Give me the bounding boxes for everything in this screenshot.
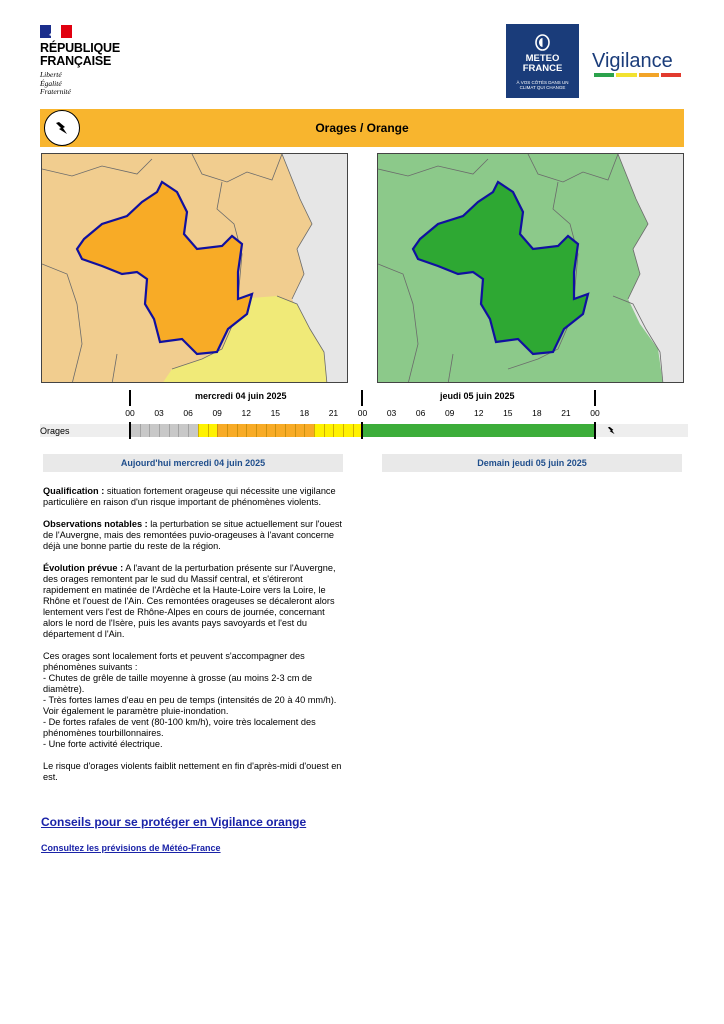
timeline-segment-yellow bbox=[314, 424, 362, 437]
timeline-hour-label: 00 bbox=[590, 408, 600, 418]
timeline-bar-end-edge bbox=[594, 422, 596, 439]
timeline-hour-label: 15 bbox=[270, 408, 281, 418]
mf-name-line1: METEO bbox=[525, 53, 560, 64]
timeline-bar-start-edge bbox=[129, 422, 131, 439]
advice-link[interactable]: Conseils pour se protéger en Vigilance orange bbox=[41, 815, 307, 829]
meteo-france-name bbox=[506, 54, 579, 74]
timeline-hour-tick bbox=[246, 424, 247, 437]
vigilance-color-bar bbox=[594, 73, 681, 77]
timeline-hour-tick bbox=[159, 424, 160, 437]
timeline-hour-tick bbox=[333, 424, 334, 437]
timeline-hour-label: 15 bbox=[503, 408, 513, 418]
timeline-hour-label: 03 bbox=[386, 408, 397, 418]
qualification-paragraph bbox=[43, 486, 345, 508]
observations-label: Observations notables : bbox=[43, 519, 148, 529]
timeline-hour-tick bbox=[295, 424, 296, 437]
day-head-today[interactable]: Aujourd'hui mercredi 04 juin 2025 bbox=[43, 454, 343, 472]
timeline-hour-label: 03 bbox=[154, 408, 164, 418]
timeline-hour-tick bbox=[149, 424, 150, 437]
phenomena-intro: Ces orages sont localement forts et peuvent s'accompagner des phénomènes suivants : bbox=[43, 651, 305, 672]
republic-line1: RÉPUBLIQUE bbox=[40, 41, 120, 55]
evolution-text: A l'avant de la perturbation présente sur l'Auvergne, des orages remontent par le sud du Massif central, et s'étireront rapidement en matinée de l'Ardèche et la Haute-Loire vers la Loire, le Rhône et l'ouest de l'Ain. Ces remontées orageuses se décaleront alors lentement vers l'est de Rhône-Alpes en cours de journée, concernant alors le nord de l'Isère, puis les avants pays savoyards et l'est du département d l'Ain. bbox=[43, 563, 336, 639]
banner-title: Orages / Orange bbox=[315, 121, 409, 135]
timeline-hour-label: 21 bbox=[561, 408, 571, 418]
motto-liberte: Liberté bbox=[40, 70, 62, 79]
evolution-label: Évolution prévue : bbox=[43, 563, 124, 573]
republic-motto bbox=[40, 71, 71, 97]
timeline-hour-tick bbox=[217, 424, 218, 437]
map-today bbox=[41, 153, 348, 383]
timeline-hour-tick bbox=[275, 424, 276, 437]
timeline-bar-mid-edge bbox=[361, 422, 363, 439]
meteo-france-emblem-icon bbox=[535, 34, 550, 51]
map-tomorrow-svg bbox=[378, 154, 684, 383]
timeline-hour-label: 12 bbox=[241, 408, 251, 418]
bulletin-text bbox=[43, 486, 345, 794]
closing-paragraph: Le risque d'orages violents faiblit nettement en fin d'après-midi d'ouest en est. bbox=[43, 761, 342, 782]
timeline-segment-green bbox=[363, 424, 596, 437]
french-flag-icon bbox=[40, 25, 72, 38]
timeline-day1-label: mercredi 04 juin 2025 bbox=[195, 391, 287, 401]
phenomena-paragraph bbox=[43, 651, 345, 750]
motto-egalite: Égalité bbox=[40, 78, 62, 88]
timeline-hour-label: 09 bbox=[444, 408, 455, 418]
timeline-hour-tick bbox=[178, 424, 179, 437]
phenomenon-electric: - Une forte activité électrique. bbox=[43, 739, 163, 749]
timeline-hour-tick bbox=[324, 424, 325, 437]
timeline-hour-tick bbox=[169, 424, 170, 437]
timeline-hour-label: 18 bbox=[532, 408, 542, 418]
motto-fraternite: Fraternité bbox=[40, 87, 71, 96]
timeline-tick-end bbox=[594, 390, 596, 406]
mf-name-line2: FRANCE bbox=[522, 63, 563, 74]
vig-color-orange bbox=[639, 73, 659, 77]
meteo-france-tagline bbox=[506, 80, 579, 90]
timeline-hour-label: 21 bbox=[328, 408, 339, 418]
evolution-paragraph bbox=[43, 563, 345, 640]
day-head-tomorrow[interactable]: Demain jeudi 05 juin 2025 bbox=[382, 454, 682, 472]
timeline-hour-tick bbox=[227, 424, 228, 437]
timeline-hour-tick bbox=[140, 424, 141, 437]
mf-tag-line1: À VOS CÔTÉS DANS UN bbox=[516, 80, 569, 85]
timeline-row-label: Orages bbox=[40, 426, 70, 436]
vig-color-red bbox=[661, 73, 681, 77]
forecast-link[interactable]: Consultez les prévisions de Météo-France bbox=[41, 843, 221, 853]
meteo-france-logo[interactable] bbox=[506, 24, 579, 98]
timeline-tick-mid bbox=[361, 390, 363, 406]
mf-tag-line2: CLIMAT QUI CHANGE bbox=[519, 85, 566, 90]
timeline-hour-tick bbox=[343, 424, 344, 437]
qualification-text: situation fortement orageuse qui nécessite une vigilance particulière en raison d'un risque important de phénomènes violents. bbox=[43, 486, 336, 507]
timeline-lightning-icon bbox=[606, 425, 617, 436]
timeline-hour-label: 06 bbox=[415, 408, 426, 418]
vig-color-yellow bbox=[616, 73, 636, 77]
phenomenon-rain: - Très fortes lames d'eau en peu de temps (intensités de 20 à 40 mm/h). Voir également le paramètre pluie-inondation. bbox=[43, 695, 337, 716]
timeline-hour-tick bbox=[266, 424, 267, 437]
timeline-hour-tick bbox=[353, 424, 354, 437]
vigilance-wordmark: Vigilance bbox=[592, 50, 673, 72]
timeline-hour-label: 00 bbox=[125, 408, 135, 418]
timeline-hour-tick bbox=[304, 424, 305, 437]
timeline-hour-label: 18 bbox=[299, 408, 310, 418]
republic-title bbox=[40, 42, 120, 68]
map-today-svg bbox=[42, 154, 348, 383]
alert-banner bbox=[40, 109, 684, 147]
phenomenon-hail: - Chutes de grêle de taille moyenne à grosse (au moins 2-3 cm de diamètre). bbox=[43, 673, 313, 694]
timeline-tick-start bbox=[129, 390, 131, 406]
timeline-hour-tick bbox=[237, 424, 238, 437]
timeline-hour-tick bbox=[198, 424, 199, 437]
timeline-hour-label: 12 bbox=[474, 408, 484, 418]
observations-text: la perturbation se situe actuellement sur l'ouest de l'Auvergne, mais des remontées puvio-orageuses à l'avant concerne déjà une bonne partie du reste de la région. bbox=[43, 519, 342, 551]
timeline-hour-tick bbox=[314, 424, 315, 437]
phenomenon-wind: - De fortes rafales de vent (80-100 km/h), voire très localement des phénomènes tourbillonnaires. bbox=[43, 717, 316, 738]
timeline-hour-label: 06 bbox=[183, 408, 193, 418]
timeline-hour-tick bbox=[208, 424, 209, 437]
timeline-hour-tick bbox=[256, 424, 257, 437]
vig-color-green bbox=[594, 73, 614, 77]
republic-line2: FRANÇAISE bbox=[40, 54, 112, 68]
timeline-day2-label: jeudi 05 juin 2025 bbox=[440, 391, 515, 401]
timeline-hour-label: 09 bbox=[212, 408, 222, 418]
map-tomorrow bbox=[377, 153, 684, 383]
timeline-hour-label: 00 bbox=[357, 408, 368, 418]
timeline-hour-tick bbox=[285, 424, 286, 437]
timeline-hour-tick bbox=[188, 424, 189, 437]
qualification-label: Qualification : bbox=[43, 486, 105, 496]
observations-paragraph bbox=[43, 519, 345, 552]
